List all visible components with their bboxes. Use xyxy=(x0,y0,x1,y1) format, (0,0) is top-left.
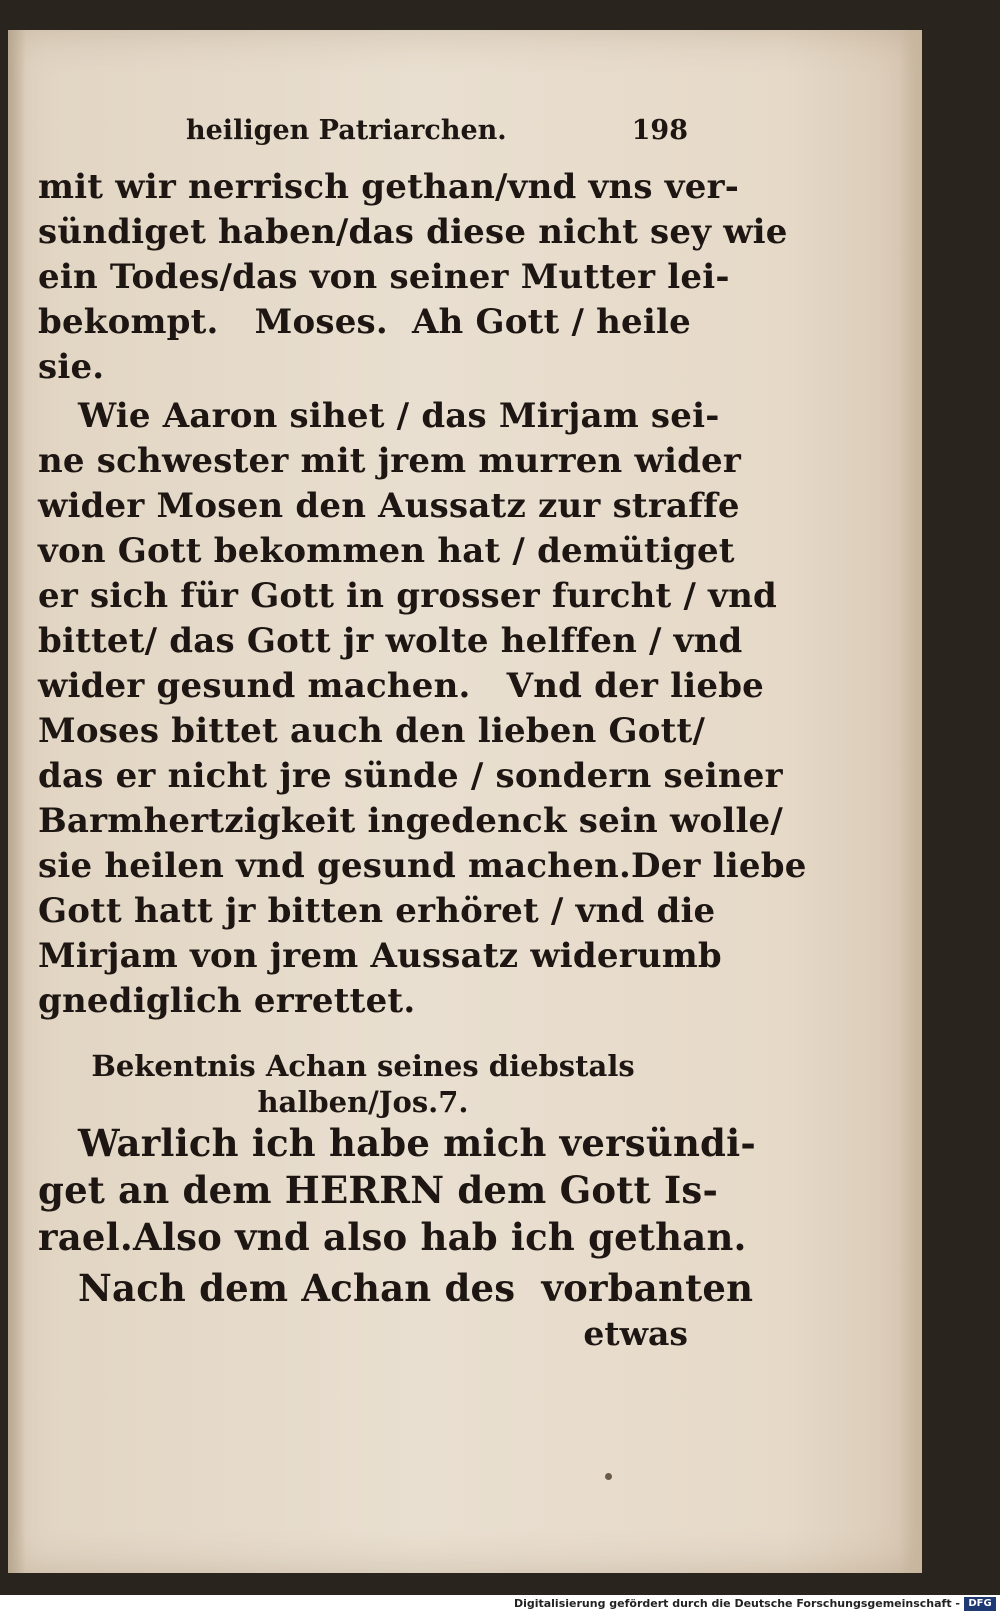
text-line: bekompt. Moses. Ah Gott / heile xyxy=(38,302,691,342)
text-line: ein Todes/das von seiner Mutter lei- xyxy=(38,257,730,297)
paragraph-2 xyxy=(38,394,807,1024)
text-line: Moses bittet auch den lieben Gott/ xyxy=(38,711,706,751)
text-line: get an dem HERRN dem Gott Is- xyxy=(38,1168,719,1212)
text-line: Warlich ich habe mich versündi- xyxy=(78,1121,756,1165)
paragraph-3 xyxy=(38,1120,756,1261)
text-line: mit wir nerrisch gethan/vnd vns ver- xyxy=(38,167,740,207)
text-line: von Gott bekommen hat / demütiget xyxy=(38,531,735,571)
section-heading xyxy=(38,1048,688,1120)
text-line: wider gesund machen. Vnd der liebe xyxy=(38,666,764,706)
section-heading-line: Bekentnis Achan seines diebstals xyxy=(91,1049,635,1083)
dfg-logo: DFG xyxy=(964,1597,996,1611)
digitization-footer xyxy=(0,1595,1000,1614)
catchword: etwas xyxy=(583,1314,688,1353)
text-line: gnediglich errettet. xyxy=(38,981,416,1021)
text-line: Gott hatt jr bitten erhöret / vnd die xyxy=(38,891,716,931)
running-head xyxy=(38,115,688,165)
text-line: Nach dem Achan des vorbanten xyxy=(78,1266,754,1310)
text-line: er sich für Gott in grosser furcht / vnd xyxy=(38,576,777,616)
text-line: das er nicht jre sünde / sondern seiner xyxy=(38,756,783,796)
text-line: sie. xyxy=(38,347,105,387)
text-line: Barmhertzigkeit ingedenck sein wolle/ xyxy=(38,801,784,841)
page-gutter-shadow xyxy=(8,30,26,1573)
text-line: ne schwester mit jrem murren wider xyxy=(38,441,741,481)
text-line: Mirjam von jrem Aussatz widerumb xyxy=(38,936,722,976)
paragraph-1 xyxy=(38,165,788,390)
funding-credit: Digitalisierung gefördert durch die Deutsche Forschungsgemeinschaft - xyxy=(513,1597,960,1610)
text-line: wider Mosen den Aussatz zur straffe xyxy=(38,486,740,526)
paragraph-4 xyxy=(38,1265,754,1312)
text-line: sie heilen vnd gesund machen.Der liebe xyxy=(38,846,807,886)
page-number: 198 xyxy=(631,115,688,146)
text-line: rael.Also vnd also hab ich gethan. xyxy=(38,1215,747,1259)
paper-stain xyxy=(605,1473,612,1480)
text-line: Wie Aaron sihet / das Mirjam sei- xyxy=(78,396,720,436)
section-heading-line: halben/Jos.7. xyxy=(257,1085,469,1119)
book-page xyxy=(8,30,922,1573)
page-edge-shadow xyxy=(900,30,922,1573)
text-line: sündiget haben/das diese nicht sey wie xyxy=(38,212,788,252)
running-title: heiligen Patriarchen. xyxy=(186,115,507,146)
text-block xyxy=(38,115,807,1356)
text-line: bittet/ das Gott jr wolte helffen / vnd xyxy=(38,621,743,661)
